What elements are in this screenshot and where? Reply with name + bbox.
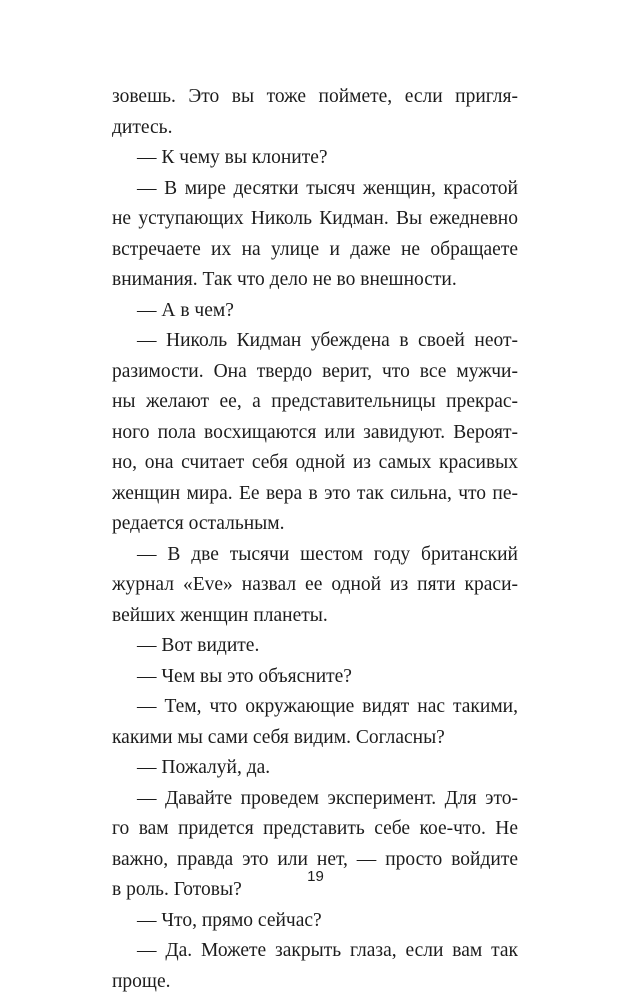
text-line: вейших женщин планеты.: [112, 604, 328, 626]
text-line: женщин мира. Ее вера в это так сильна, что пе-: [112, 482, 518, 504]
text-line: — Вот видите.: [137, 635, 260, 656]
text-line: в роль. Готовы?: [112, 879, 242, 900]
text-line: — Что, прямо сейчас?: [137, 909, 322, 931]
text-line: ны желают ее, а представительницы прекрас-: [112, 391, 518, 412]
text-line: журнал «Eve» назвал ее одной из пяти краси-: [112, 574, 518, 595]
text-line: какими мы сами себя видим. Согласны?: [112, 726, 445, 748]
text-line: не уступающих Николь Кидман. Вы ежедневно: [112, 208, 518, 229]
text-line: — А в чем?: [137, 299, 234, 321]
text-line: проще.: [112, 970, 171, 992]
text-line: — Да. Можете закрыть глаза, если вам так: [137, 940, 518, 961]
text-line: — Чем вы это объясните?: [137, 665, 352, 687]
text-line: но, она считает себя одной из самых красивых: [112, 452, 518, 473]
text-line: — Давайте проведем эксперимент. Для это-: [137, 787, 518, 809]
text-line: — Тем, что окружающие видят нас такими,: [137, 696, 518, 717]
text-line: — Николь Кидман убеждена в своей неот-: [137, 330, 518, 351]
text-line: встречаете их на улице и даже не обращаете: [112, 238, 518, 260]
text-line: — В мире десятки тысяч женщин, красотой: [137, 177, 518, 199]
text-line: разимости. Она твердо верит, что все мужчи-: [112, 360, 518, 382]
text-line: — К чему вы клоните?: [137, 147, 328, 168]
text-line: го вам придется представить себе кое-что. Не: [112, 818, 518, 839]
text-line: важно, правда это или нет, — просто войдите: [112, 848, 518, 870]
text-line: зовешь. Это вы тоже поймете, если пригля-: [112, 86, 518, 107]
text-line: дитесь.: [112, 116, 173, 138]
text-line: редается остальным.: [112, 513, 285, 534]
text-line: внимания. Так что дело не во внешности.: [112, 269, 457, 290]
text-line: — Пожалуй, да.: [137, 757, 271, 778]
body-text: [112, 82, 518, 997]
page-number: 19: [307, 868, 324, 885]
text-line: — В две тысячи шестом году британский: [137, 543, 518, 565]
text-line: ного пола восхищаются или завидуют. Вероят-: [112, 421, 518, 443]
